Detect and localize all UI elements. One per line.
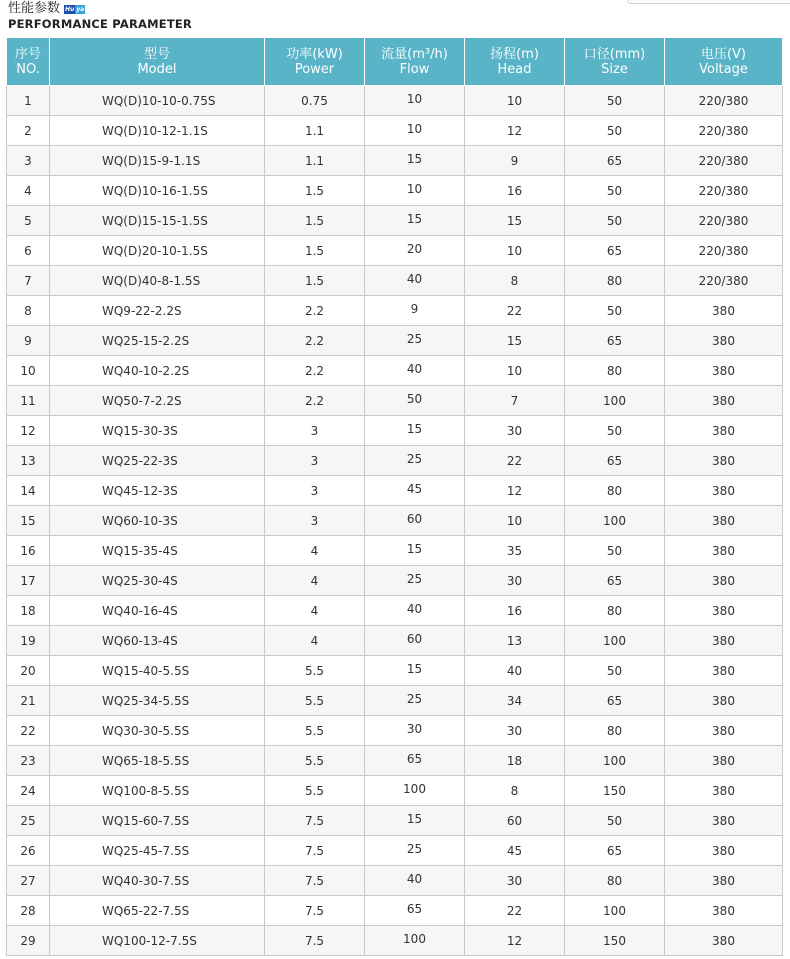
cell-model: WQ40-16-4S [50, 596, 265, 626]
cell-power: 3 [265, 446, 365, 476]
table-row [7, 116, 783, 146]
cell-head: 12 [465, 926, 565, 956]
cell-no: 29 [7, 926, 50, 956]
cell-no: 1 [7, 86, 50, 116]
cell-power: 1.5 [265, 176, 365, 206]
cell-flow: 25 [365, 446, 465, 476]
cell-head: 22 [465, 446, 565, 476]
cell-size: 50 [565, 536, 665, 566]
cell-size: 80 [565, 356, 665, 386]
cell-size: 100 [565, 896, 665, 926]
cell-no: 10 [7, 356, 50, 386]
cell-size: 100 [565, 386, 665, 416]
cell-model: WQ(D)15-9-1.1S [50, 146, 265, 176]
cell-model: WQ40-10-2.2S [50, 356, 265, 386]
cell-flow: 45 [365, 476, 465, 506]
cell-no: 28 [7, 896, 50, 926]
cell-head: 10 [465, 86, 565, 116]
cell-flow: 60 [365, 506, 465, 536]
cell-model: WQ(D)15-15-1.5S [50, 206, 265, 236]
cell-head: 15 [465, 206, 565, 236]
cell-size: 65 [565, 566, 665, 596]
table-row [7, 596, 783, 626]
cell-flow: 15 [365, 146, 465, 176]
performance-table [6, 37, 783, 956]
cell-head: 15 [465, 326, 565, 356]
table-header-row [7, 38, 783, 86]
table-row [7, 836, 783, 866]
cell-size: 80 [565, 596, 665, 626]
col-header-no: 序号 NO. [7, 38, 50, 86]
cell-voltage: 380 [665, 926, 783, 956]
cell-flow: 40 [365, 866, 465, 896]
cell-flow: 25 [365, 836, 465, 866]
cell-no: 23 [7, 746, 50, 776]
cell-voltage: 380 [665, 326, 783, 356]
col-header-size: 口径(mm) Size [565, 38, 665, 86]
cell-no: 5 [7, 206, 50, 236]
cell-size: 50 [565, 806, 665, 836]
table-row [7, 356, 783, 386]
cell-model: WQ(D)10-12-1.1S [50, 116, 265, 146]
cell-flow: 65 [365, 896, 465, 926]
brand-logo [64, 5, 85, 14]
cell-flow: 65 [365, 746, 465, 776]
col-header-head: 扬程(m) Head [465, 38, 565, 86]
cell-head: 7 [465, 386, 565, 416]
cell-power: 4 [265, 536, 365, 566]
cell-power: 7.5 [265, 926, 365, 956]
cell-voltage: 220/380 [665, 86, 783, 116]
cell-voltage: 380 [665, 416, 783, 446]
table-row [7, 896, 783, 926]
section-title-en: PERFORMANCE PARAMETER [8, 17, 192, 31]
cell-no: 26 [7, 836, 50, 866]
cell-no: 6 [7, 236, 50, 266]
cell-size: 100 [565, 506, 665, 536]
cell-power: 1.1 [265, 146, 365, 176]
brand-logo-left: Hu [65, 5, 75, 13]
table-row [7, 476, 783, 506]
cell-no: 15 [7, 506, 50, 536]
cell-no: 16 [7, 536, 50, 566]
cell-flow: 15 [365, 206, 465, 236]
table-row [7, 146, 783, 176]
col-header-power: 功率(kW) Power [265, 38, 365, 86]
cell-head: 60 [465, 806, 565, 836]
cell-power: 7.5 [265, 896, 365, 926]
cell-power: 4 [265, 626, 365, 656]
cell-size: 50 [565, 176, 665, 206]
cell-no: 17 [7, 566, 50, 596]
cell-size: 80 [565, 266, 665, 296]
cell-size: 65 [565, 686, 665, 716]
cell-voltage: 380 [665, 776, 783, 806]
table-row [7, 296, 783, 326]
cell-model: WQ15-35-4S [50, 536, 265, 566]
cell-flow: 50 [365, 386, 465, 416]
cell-head: 22 [465, 296, 565, 326]
cell-voltage: 380 [665, 506, 783, 536]
cell-voltage: 220/380 [665, 206, 783, 236]
table-row [7, 716, 783, 746]
cell-size: 50 [565, 116, 665, 146]
cell-voltage: 380 [665, 566, 783, 596]
cell-power: 2.2 [265, 356, 365, 386]
cell-voltage: 380 [665, 896, 783, 926]
table-row [7, 236, 783, 266]
table-row [7, 416, 783, 446]
cell-model: WQ100-8-5.5S [50, 776, 265, 806]
cell-flow: 25 [365, 566, 465, 596]
cell-flow: 40 [365, 356, 465, 386]
page-header [8, 1, 192, 31]
cell-no: 21 [7, 686, 50, 716]
cell-flow: 100 [365, 776, 465, 806]
cell-head: 12 [465, 476, 565, 506]
cell-model: WQ15-40-5.5S [50, 656, 265, 686]
cell-voltage: 380 [665, 866, 783, 896]
cell-no: 14 [7, 476, 50, 506]
cell-power: 1.5 [265, 236, 365, 266]
cell-head: 10 [465, 506, 565, 536]
cell-voltage: 220/380 [665, 236, 783, 266]
table-row [7, 626, 783, 656]
cell-no: 22 [7, 716, 50, 746]
cell-size: 50 [565, 656, 665, 686]
cell-power: 7.5 [265, 836, 365, 866]
cell-head: 30 [465, 566, 565, 596]
cell-head: 30 [465, 416, 565, 446]
cell-model: WQ30-30-5.5S [50, 716, 265, 746]
cell-power: 5.5 [265, 746, 365, 776]
cell-power: 4 [265, 566, 365, 596]
cell-power: 2.2 [265, 326, 365, 356]
cell-no: 20 [7, 656, 50, 686]
cell-head: 8 [465, 266, 565, 296]
col-header-model: 型号 Model [50, 38, 265, 86]
cell-flow: 40 [365, 266, 465, 296]
cell-power: 3 [265, 416, 365, 446]
cell-head: 40 [465, 656, 565, 686]
cell-no: 13 [7, 446, 50, 476]
cell-voltage: 380 [665, 716, 783, 746]
cell-voltage: 220/380 [665, 176, 783, 206]
cell-power: 2.2 [265, 296, 365, 326]
cell-model: WQ(D)40-8-1.5S [50, 266, 265, 296]
cell-size: 80 [565, 476, 665, 506]
cell-flow: 10 [365, 176, 465, 206]
cell-no: 27 [7, 866, 50, 896]
table-row [7, 866, 783, 896]
cell-power: 5.5 [265, 716, 365, 746]
section-title [8, 1, 192, 17]
cell-model: WQ25-34-5.5S [50, 686, 265, 716]
cell-model: WQ65-18-5.5S [50, 746, 265, 776]
cell-power: 0.75 [265, 86, 365, 116]
cell-flow: 25 [365, 686, 465, 716]
cell-flow: 40 [365, 596, 465, 626]
cell-model: WQ60-13-4S [50, 626, 265, 656]
cell-model: WQ9-22-2.2S [50, 296, 265, 326]
cell-model: WQ25-15-2.2S [50, 326, 265, 356]
cell-size: 50 [565, 296, 665, 326]
cell-size: 65 [565, 446, 665, 476]
cell-power: 7.5 [265, 806, 365, 836]
table-row [7, 536, 783, 566]
cell-power: 7.5 [265, 866, 365, 896]
cell-head: 16 [465, 596, 565, 626]
cell-size: 65 [565, 236, 665, 266]
cell-power: 1.5 [265, 206, 365, 236]
cell-size: 65 [565, 326, 665, 356]
cell-power: 4 [265, 596, 365, 626]
cell-size: 80 [565, 716, 665, 746]
cell-flow: 15 [365, 806, 465, 836]
cell-model: WQ60-10-3S [50, 506, 265, 536]
cell-power: 5.5 [265, 776, 365, 806]
cell-size: 50 [565, 206, 665, 236]
cell-flow: 20 [365, 236, 465, 266]
cell-model: WQ15-30-3S [50, 416, 265, 446]
cell-flow: 30 [365, 716, 465, 746]
cell-no: 9 [7, 326, 50, 356]
cell-voltage: 380 [665, 626, 783, 656]
cell-flow: 60 [365, 626, 465, 656]
cell-voltage: 380 [665, 656, 783, 686]
cell-model: WQ(D)20-10-1.5S [50, 236, 265, 266]
cell-size: 80 [565, 866, 665, 896]
cell-size: 50 [565, 86, 665, 116]
table-row [7, 566, 783, 596]
table-row [7, 446, 783, 476]
cell-flow: 9 [365, 296, 465, 326]
cell-voltage: 220/380 [665, 146, 783, 176]
cell-power: 2.2 [265, 386, 365, 416]
cell-model: WQ25-22-3S [50, 446, 265, 476]
cell-model: WQ(D)10-10-0.75S [50, 86, 265, 116]
cell-no: 8 [7, 296, 50, 326]
cell-model: WQ25-45-7.5S [50, 836, 265, 866]
search-box-edge[interactable] [627, 0, 790, 4]
cell-size: 150 [565, 776, 665, 806]
col-header-voltage: 电压(V) Voltage [665, 38, 783, 86]
cell-power: 5.5 [265, 656, 365, 686]
cell-head: 34 [465, 686, 565, 716]
table-row [7, 686, 783, 716]
cell-voltage: 380 [665, 356, 783, 386]
cell-model: WQ25-30-4S [50, 566, 265, 596]
cell-no: 24 [7, 776, 50, 806]
cell-flow: 15 [365, 416, 465, 446]
cell-no: 3 [7, 146, 50, 176]
cell-flow: 15 [365, 536, 465, 566]
cell-head: 13 [465, 626, 565, 656]
cell-voltage: 380 [665, 836, 783, 866]
cell-flow: 10 [365, 116, 465, 146]
cell-head: 30 [465, 716, 565, 746]
cell-size: 100 [565, 626, 665, 656]
cell-power: 5.5 [265, 686, 365, 716]
cell-size: 50 [565, 416, 665, 446]
cell-voltage: 380 [665, 536, 783, 566]
cell-no: 11 [7, 386, 50, 416]
cell-no: 4 [7, 176, 50, 206]
cell-power: 3 [265, 476, 365, 506]
table-row [7, 206, 783, 236]
cell-model: WQ45-12-3S [50, 476, 265, 506]
cell-no: 19 [7, 626, 50, 656]
cell-voltage: 220/380 [665, 116, 783, 146]
cell-no: 12 [7, 416, 50, 446]
cell-head: 8 [465, 776, 565, 806]
cell-head: 45 [465, 836, 565, 866]
cell-voltage: 380 [665, 806, 783, 836]
cell-voltage: 380 [665, 446, 783, 476]
table-row [7, 746, 783, 776]
section-title-cn: 性能参数 [8, 1, 61, 16]
cell-no: 7 [7, 266, 50, 296]
cell-head: 16 [465, 176, 565, 206]
cell-head: 35 [465, 536, 565, 566]
cell-flow: 25 [365, 326, 465, 356]
table-row [7, 506, 783, 536]
cell-voltage: 380 [665, 386, 783, 416]
table-row [7, 776, 783, 806]
table-row [7, 326, 783, 356]
table-row [7, 176, 783, 206]
cell-model: WQ40-30-7.5S [50, 866, 265, 896]
table-row [7, 806, 783, 836]
cell-power: 1.1 [265, 116, 365, 146]
cell-power: 3 [265, 506, 365, 536]
cell-voltage: 220/380 [665, 266, 783, 296]
cell-head: 9 [465, 146, 565, 176]
table-row [7, 386, 783, 416]
cell-voltage: 380 [665, 296, 783, 326]
table-row [7, 266, 783, 296]
cell-head: 22 [465, 896, 565, 926]
col-header-flow: 流量(m³/h) Flow [365, 38, 465, 86]
cell-no: 18 [7, 596, 50, 626]
cell-model: WQ65-22-7.5S [50, 896, 265, 926]
cell-voltage: 380 [665, 596, 783, 626]
cell-power: 1.5 [265, 266, 365, 296]
brand-logo-right: ya [76, 5, 85, 13]
cell-head: 12 [465, 116, 565, 146]
cell-model: WQ100-12-7.5S [50, 926, 265, 956]
cell-model: WQ15-60-7.5S [50, 806, 265, 836]
table-row [7, 926, 783, 956]
cell-head: 10 [465, 356, 565, 386]
cell-head: 18 [465, 746, 565, 776]
cell-voltage: 380 [665, 746, 783, 776]
table-row [7, 86, 783, 116]
cell-no: 2 [7, 116, 50, 146]
cell-flow: 15 [365, 656, 465, 686]
cell-head: 10 [465, 236, 565, 266]
cell-voltage: 380 [665, 686, 783, 716]
cell-head: 30 [465, 866, 565, 896]
cell-size: 65 [565, 836, 665, 866]
cell-size: 150 [565, 926, 665, 956]
cell-size: 100 [565, 746, 665, 776]
cell-no: 25 [7, 806, 50, 836]
cell-model: WQ(D)10-16-1.5S [50, 176, 265, 206]
cell-flow: 100 [365, 926, 465, 956]
table-row [7, 656, 783, 686]
cell-voltage: 380 [665, 476, 783, 506]
cell-size: 65 [565, 146, 665, 176]
cell-model: WQ50-7-2.2S [50, 386, 265, 416]
cell-flow: 10 [365, 86, 465, 116]
